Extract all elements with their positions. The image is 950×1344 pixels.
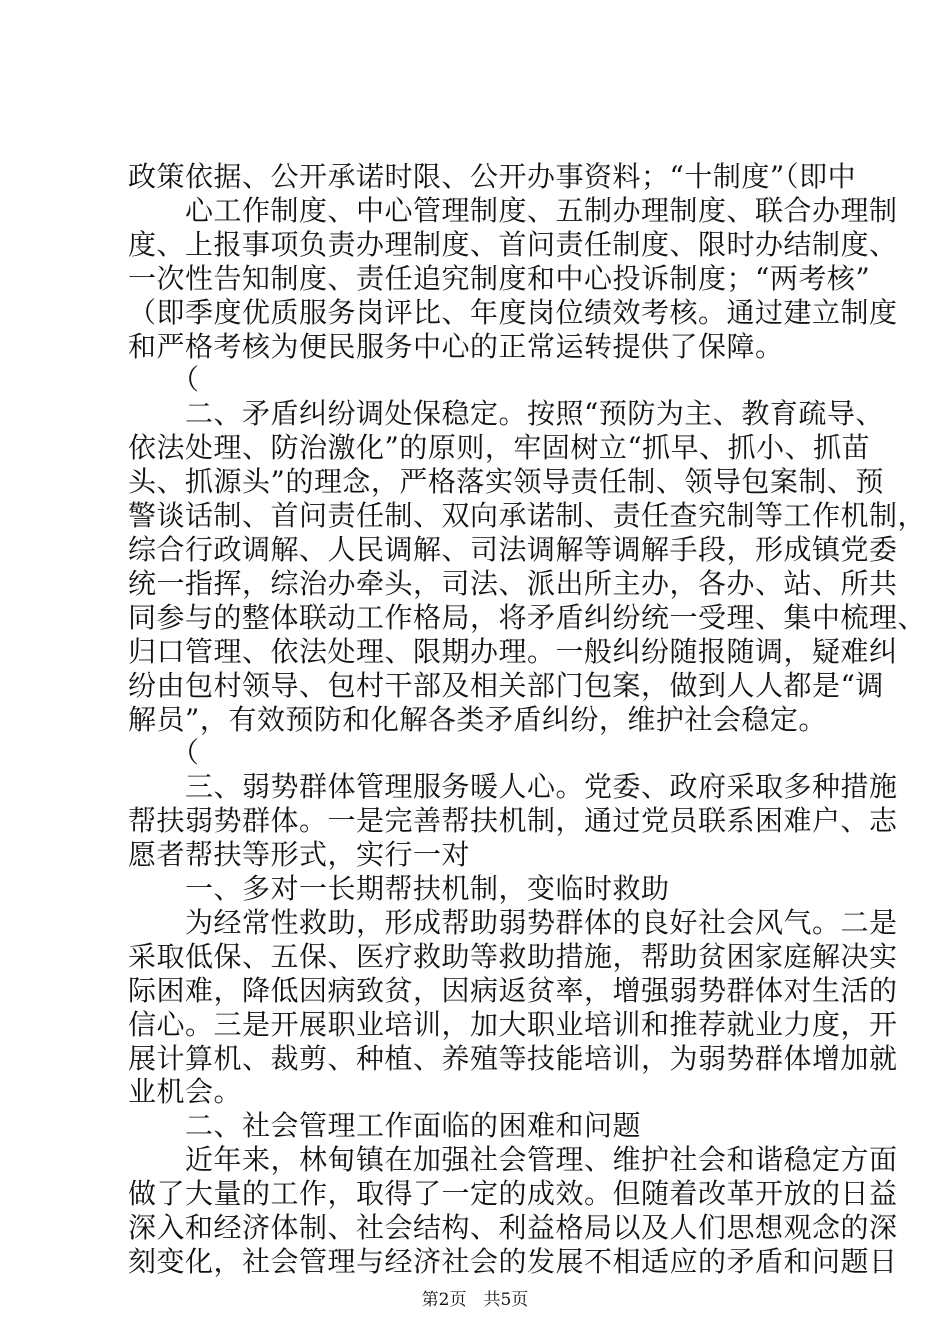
text-line: 头、抓源头”的理念，严格落实领导责任制、领导包案制、预 [128, 465, 884, 498]
text-line: 警谈话制、首问责任制、双向承诺制、责任查究制等工作机制， [128, 499, 927, 532]
text-line: 综合行政调解、人民调解、司法调解等调解手段，形成镇党委 [128, 533, 898, 566]
text-line: 采取低保、五保、医疗救助等救助措施，帮助贫困家庭解决实 [128, 940, 898, 973]
text-line: 一、多对一长期帮扶机制，变临时救助 [128, 872, 670, 905]
page-number: 第2页 共5页 [421, 1290, 529, 1310]
text-line: （即季度优质服务岗评比、年度岗位绩效考核。通过建立制度 [128, 296, 898, 329]
text-line: 近年来，林甸镇在加强社会管理、维护社会和谐稳定方面 [128, 1143, 898, 1176]
text-line: 依法处理、防治激化”的原则，牢固树立“抓早、抓小、抓苗 [128, 431, 871, 464]
text-line: 际困难，降低因病致贫，因病返贫率，增强弱势群体对生活的 [128, 974, 898, 1007]
text-line: 和严格考核为便民服务中心的正常运转提供了保障。 [128, 330, 784, 363]
text-line: 展计算机、裁剪、种植、养殖等技能培训，为弱势群体增加就 [128, 1042, 898, 1075]
text-line: 愿者帮扶等形式，实行一对 [128, 838, 471, 871]
text-line: 心工作制度、中心管理制度、五制办理制度、联合办理制 [128, 194, 898, 227]
text-line: 二、矛盾纠纷调处保稳定。按照“预防为主、教育疏导、 [128, 397, 884, 430]
text-line: 二、社会管理工作面临的困难和问题 [128, 1109, 642, 1142]
text-line: 度、上报事项负责办理制度、首问责任制度、限时办结制度、 [128, 228, 898, 261]
text-line: 刻变化，社会管理与经济社会的发展不相适应的矛盾和问题日 [128, 1245, 898, 1278]
text-line: 为经常性救助，形成帮助弱势群体的良好社会风气。二是 [128, 906, 898, 939]
text-line: 信心。三是开展职业培训，加大职业培训和推荐就业力度，开 [128, 1008, 898, 1041]
text-line: 解员”，有效预防和化解各类矛盾纠纷，维护社会稳定。 [128, 703, 827, 736]
text-line: 一次性告知制度、责任追究制度和中心投诉制度；“两考核” [128, 262, 871, 295]
text-line: 业机会。 [128, 1075, 243, 1108]
text-line: 同参与的整体联动工作格局，将矛盾纠纷统一受理、集中梳理、 [128, 601, 927, 634]
text-line: 三、弱势群体管理服务暖人心。党委、政府采取多种措施 [128, 770, 898, 803]
text-line: 帮扶弱势群体。一是完善帮扶机制，通过党员联系困难户、志 [128, 804, 898, 837]
text-line: 政策依据、公开承诺时限、公开办事资料；“十制度”（即中 [128, 160, 857, 193]
text-line: 深入和经济体制、社会结构、利益格局以及人们思想观念的深 [128, 1211, 898, 1244]
text-line: （ [128, 363, 200, 396]
text-line: 统一指挥，综治办牵头，司法、派出所主办，各办、站、所共 [128, 567, 898, 600]
text-line: 做了大量的工作，取得了一定的成效。但随着改革开放的日益 [128, 1177, 898, 1210]
text-line: 归口管理、依法处理、限期办理。一般纠纷随报随调，疑难纠 [128, 635, 898, 668]
text-line: （ [128, 736, 200, 769]
text-line: 纷由包村领导、包村干部及相关部门包案，做到人人都是“调 [128, 669, 884, 702]
